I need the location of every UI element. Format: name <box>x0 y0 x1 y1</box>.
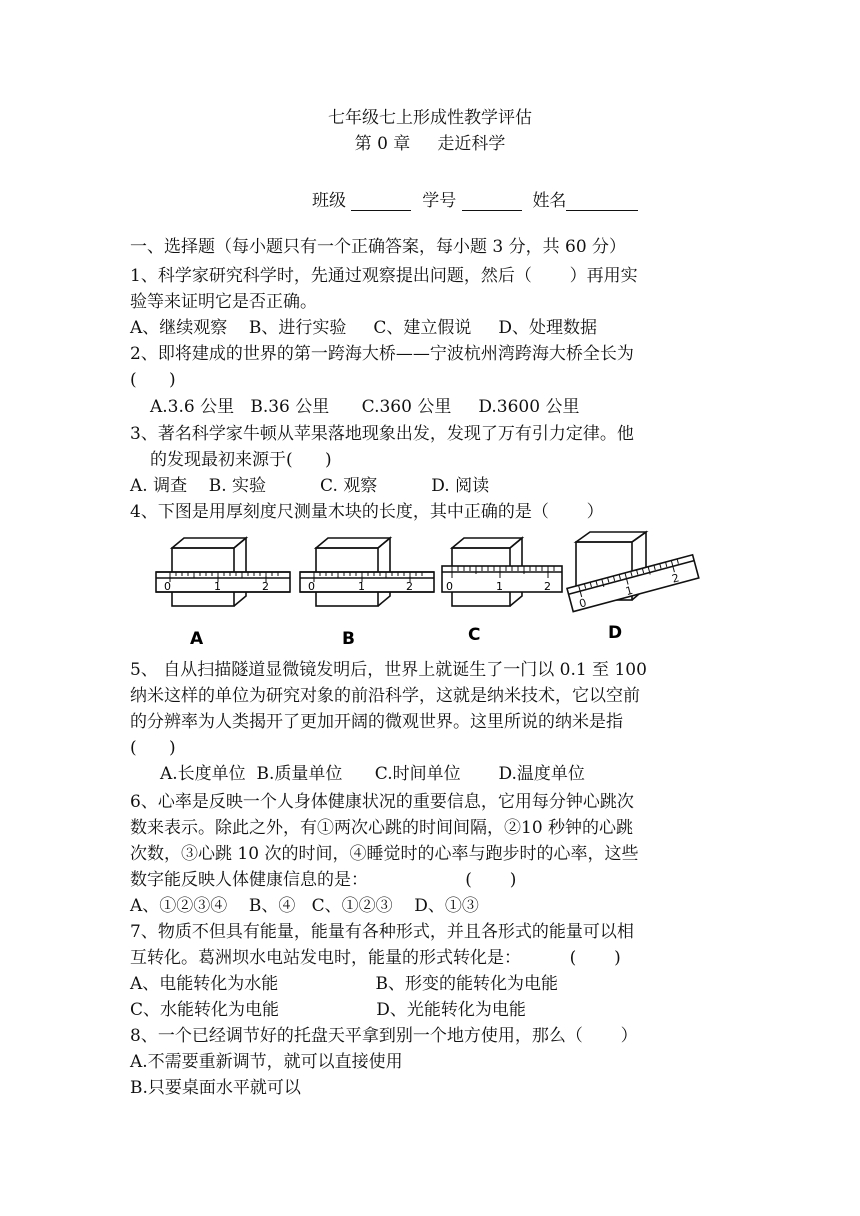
id-label: 学号 <box>422 191 457 211</box>
section-heading: 一、选择题（每小题只有一个正确答案，每小题 3 分，共 60 分） <box>130 237 627 257</box>
a-tick-0: 0 <box>164 580 171 593</box>
q5-line4: ( ) <box>130 738 176 758</box>
q4-line1: 4、下图是用厚刻度尺测量木块的长度，其中正确的是（ ） <box>130 502 604 522</box>
a-tick-1: 1 <box>214 580 221 593</box>
class-blank[interactable] <box>351 192 411 211</box>
q8-option-a: A.不需要重新调节，就可以直接使用 <box>130 1052 403 1072</box>
c-tick-0: 0 <box>446 580 453 593</box>
c-tick-1: 1 <box>496 580 503 593</box>
q5-line2: 纳米这样的单位为研究对象的前沿科学，这就是纳米技术，它以空前 <box>130 686 640 706</box>
c-tick-2: 2 <box>544 580 551 593</box>
q3-options: A. 调查 B. 实验 C. 观察 D. 阅读 <box>130 476 490 496</box>
student-info <box>312 186 638 211</box>
a-tick-2: 2 <box>262 580 269 593</box>
figure-a <box>156 538 290 606</box>
q2-line1: 2、即将建成的世界的第一跨海大桥——宁波杭州湾跨海大桥全长为 <box>130 344 634 364</box>
q1-line1: 1、科学家研究科学时，先通过观察提出问题，然后（ ）再用实 <box>130 266 638 286</box>
q7-options-row2: C、水能转化为电能 D、光能转化为电能 <box>130 1000 526 1020</box>
q7-line1: 7、物质不但具有能量，能量有各种形式，并且各形式的能量可以相 <box>130 922 634 942</box>
chapter-title: 第 0 章 走近科学 <box>354 134 506 154</box>
q2-options: A.3.6 公里 B.36 公里 C.360 公里 D.3600 公里 <box>150 397 580 417</box>
q5-line3: 的分辨率为人类揭开了更加开阔的微观世界。这里所说的纳米是指 <box>130 712 623 732</box>
figure-b <box>300 538 434 606</box>
q6-line1: 6、心率是反映一个人身体健康状况的重要信息，它用每分钟心跳次 <box>130 792 634 812</box>
q6-line3: 次数，③心跳 10 次的时间，④睡觉时的心率与跑步时的心率，这些 <box>130 844 639 864</box>
figure-c <box>442 538 562 606</box>
q8-option-b: B.只要桌面水平就可以 <box>130 1078 301 1098</box>
q3-line1: 3、著名科学家牛顿从苹果落地现象出发，发现了万有引力定律。他 <box>130 424 634 444</box>
q1-line2: 验等来证明它是否正确。 <box>130 292 317 312</box>
label-d: D <box>608 623 623 643</box>
q7-line2: 互转化。葛洲坝水电站发电时，能量的形式转化是： ( ) <box>130 948 621 968</box>
q6-line4: 数字能反映人体健康信息的是： ( ) <box>130 870 517 890</box>
label-a: A <box>190 629 204 648</box>
class-label: 班级 <box>312 191 346 211</box>
ruler-figure <box>150 530 720 648</box>
label-b: B <box>342 629 355 648</box>
name-label: 姓名 <box>532 191 567 211</box>
b-tick-0: 0 <box>308 580 315 593</box>
b-tick-2: 2 <box>406 580 413 593</box>
q6-line2: 数来表示。除此之外，有①两次心跳的时间间隔，②10 秒钟的心跳 <box>130 818 634 838</box>
q3-line2: 的发现最初来源于( ) <box>150 450 332 470</box>
exam-title: 七年级七上形成性教学评估 <box>328 108 532 128</box>
id-blank[interactable] <box>462 192 522 211</box>
q1-options: A、继续观察 B、进行实验 C、建立假说 D、处理数据 <box>130 318 598 338</box>
q8-line1: 8、一个已经调节好的托盘天平拿到别一个地方使用，那么（ ） <box>130 1026 638 1046</box>
q7-options-row1: A、电能转化为水能 B、形变的能转化为电能 <box>130 974 559 994</box>
figure-d <box>567 532 699 613</box>
q5-options: A.长度单位 B.质量单位 C.时间单位 D.温度单位 <box>160 764 585 784</box>
label-c: C <box>468 625 481 645</box>
d-tick-1: 1 <box>624 583 635 599</box>
d-tick-2: 2 <box>670 571 681 586</box>
name-blank[interactable] <box>566 192 638 211</box>
b-tick-1: 1 <box>358 580 365 593</box>
d-tick-0: 0 <box>577 596 588 611</box>
q2-line2: ( ) <box>130 370 176 390</box>
q6-options: A、①②③④ B、④ C、①②③ D、①③ <box>130 896 479 916</box>
q5-line1: 5、 自从扫描隧道显微镜发明后，世界上就诞生了一门以 0.1 至 100 <box>130 660 647 680</box>
